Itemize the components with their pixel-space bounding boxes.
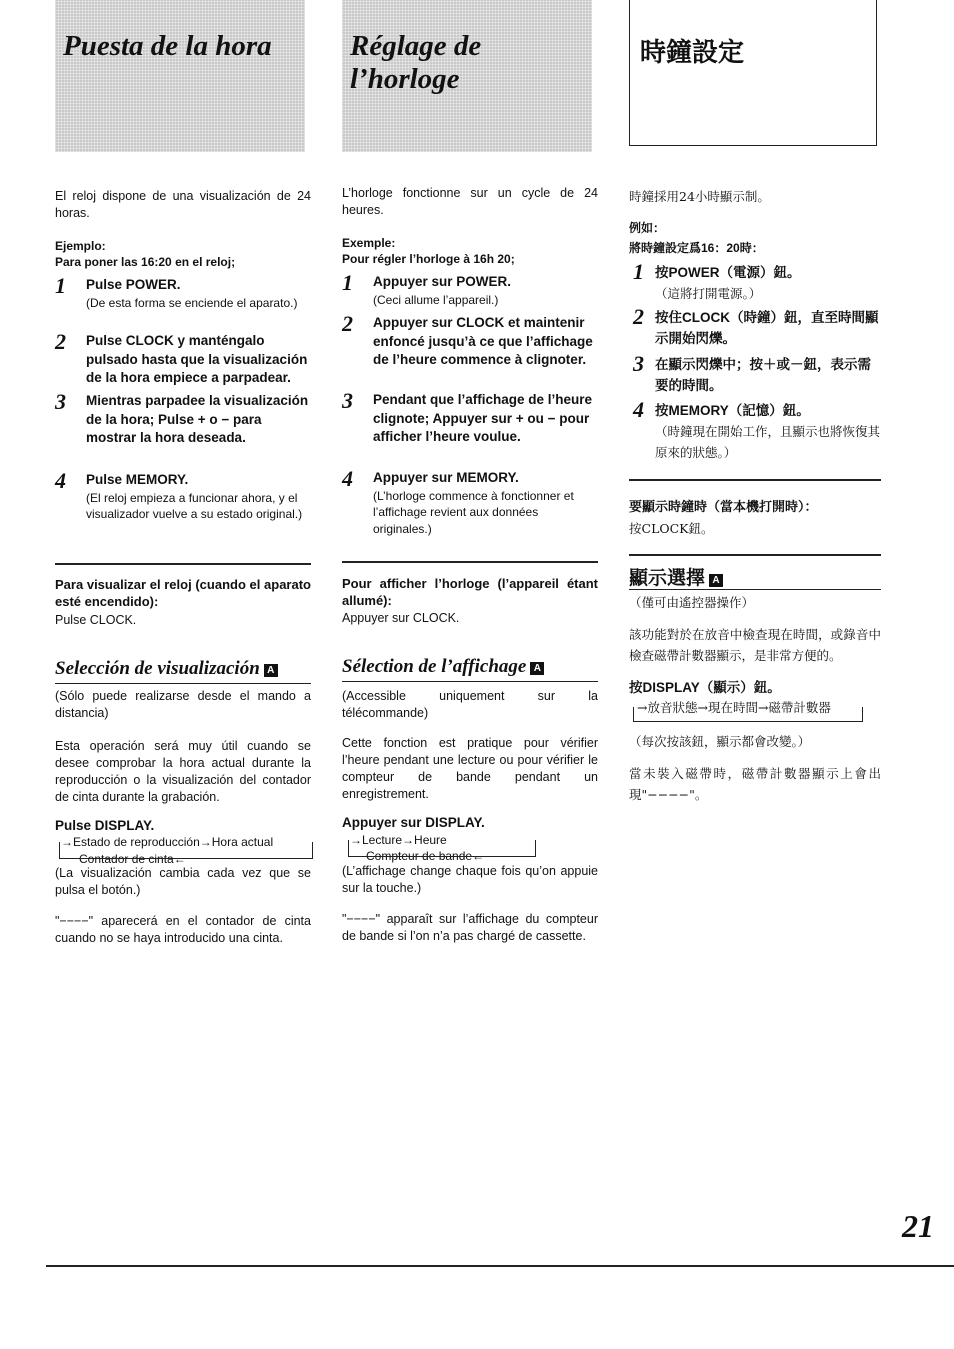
zh-step-2 bbox=[629, 304, 881, 349]
chinese-title-box bbox=[629, 0, 877, 146]
fr-clock-heading: Pour afficher l’horloge (l’appareil étant allumé): bbox=[342, 576, 598, 608]
fr-flow-note: (L’affichage change chaque fois qu’on appuie sur la touche.) bbox=[342, 864, 598, 895]
step-title: Appuyer sur POWER. bbox=[373, 274, 512, 289]
es-remote-note: (Sólo puede realizarse desde el mando a distancia) bbox=[55, 689, 311, 720]
divider bbox=[55, 563, 311, 565]
fr-flow-line-2: Compteur de bande← bbox=[366, 849, 485, 863]
zh-display-desc: 該功能對於在放音中檢查現在時間，或錄音中檢查磁帶計數器顯示，是非常方便的。 bbox=[629, 627, 881, 663]
es-example-label: Ejemplo: bbox=[55, 239, 106, 253]
french-title-line-2: l’horloge bbox=[350, 63, 460, 95]
french-title-banner bbox=[342, 0, 592, 152]
divider bbox=[55, 683, 311, 684]
step-title: 按住CLOCK（時鐘）鈕，直至時間顯示開始閃爍。 bbox=[655, 310, 879, 346]
step-note: (L’horloge commence à fonctionner et l’affichage revient aux données originales.) bbox=[373, 488, 574, 536]
step-note: (De esta forma se enciende el aparato.) bbox=[86, 295, 298, 310]
french-title bbox=[350, 30, 481, 96]
fr-step-4 bbox=[342, 466, 598, 537]
es-step-2 bbox=[55, 329, 311, 388]
step-title: Pulse MEMORY. bbox=[86, 472, 189, 487]
zh-flow-line: →放音狀態→現在時間→磁帶計數器 bbox=[637, 700, 831, 715]
fr-intro: L’horloge fonctionne sur un cycle de 24 heures. bbox=[342, 186, 598, 217]
es-flow-note: (La visualización cambia cada vez que se pulsa el botón.) bbox=[55, 866, 311, 897]
step-number: 1 bbox=[55, 273, 66, 298]
es-step-1 bbox=[55, 273, 311, 311]
step-number: 4 bbox=[342, 466, 353, 491]
zh-clock-heading: 要顯示時鐘時（當本機打開時）： bbox=[629, 499, 818, 514]
fr-dash-note: "−−−−" apparaît sur l’affichage du compteur de bande si l’on n’a pas chargé de cassette. bbox=[342, 912, 598, 943]
step-title: Mientras parpadee la visualización de la hora; Pulse + o − para mostrar la hora deseada. bbox=[86, 393, 309, 445]
step-note: （時鐘現在開始工作，且顯示也將恢復其原來的狀態。） bbox=[655, 424, 881, 460]
es-step-4 bbox=[55, 468, 311, 523]
zh-display-title bbox=[629, 563, 881, 590]
step-number: 2 bbox=[633, 304, 644, 329]
step-title: Appuyer sur MEMORY. bbox=[373, 470, 519, 485]
fr-flow-line-1: →Lecture→Heure bbox=[350, 833, 447, 847]
section-title-text: 顯示選擇 bbox=[629, 568, 706, 589]
divider bbox=[629, 589, 881, 590]
es-step-3 bbox=[55, 389, 311, 448]
step-number: 1 bbox=[342, 270, 353, 295]
remote-a-badge: A bbox=[264, 664, 278, 677]
es-example-text: Para poner las 16:20 en el reloj; bbox=[55, 255, 236, 269]
footer-rule bbox=[46, 1265, 954, 1267]
es-clock-heading: Para visualizar el reloj (cuando el aparato esté encendido): bbox=[55, 577, 311, 609]
step-note: (Ceci allume l’appareil.) bbox=[373, 292, 499, 307]
step-note: （這將打開電源。） bbox=[655, 286, 762, 301]
es-intro: El reloj dispone de una visualización de 24 horas. bbox=[55, 189, 311, 220]
zh-intro: 時鐘採用24小時顯示制。 bbox=[629, 189, 770, 204]
step-number: 3 bbox=[55, 389, 66, 414]
fr-example-label: Exemple: bbox=[342, 236, 396, 250]
flow-loop-line bbox=[633, 707, 863, 722]
zh-step-4 bbox=[629, 397, 881, 463]
zh-step-1 bbox=[629, 259, 881, 304]
remote-a-badge: A bbox=[709, 574, 723, 587]
page-number: 21 bbox=[902, 1208, 934, 1244]
fr-remote-note: (Accessible uniquement sur la télécommande) bbox=[342, 689, 598, 720]
fr-display-desc: Cette fonction est pratique pour vérifier l’heure pendant une lecture ou pour vérifier le compteur de bande pendant un enregistrement. bbox=[342, 736, 598, 801]
step-number: 2 bbox=[342, 311, 353, 336]
step-number: 2 bbox=[55, 329, 66, 354]
zh-example-text: 將時鐘設定爲16：20時： bbox=[629, 241, 764, 255]
zh-remote-note: （僅可由遙控器操作） bbox=[629, 595, 755, 610]
step-number: 4 bbox=[55, 468, 66, 493]
es-dash-note: "−−−−" aparecerá en el contador de cinta cuando no se haya introducido una cinta. bbox=[55, 914, 311, 945]
section-title-text: Sélection de l’affichage bbox=[342, 656, 527, 677]
divider bbox=[629, 479, 881, 481]
step-title: Pulse POWER. bbox=[86, 277, 181, 292]
step-number: 3 bbox=[342, 388, 353, 413]
divider bbox=[342, 681, 598, 682]
step-title: 按POWER（電源）鈕。 bbox=[655, 265, 801, 280]
es-flow-line-1: →Estado de reproducción→Hora actual bbox=[61, 835, 274, 849]
step-number: 4 bbox=[633, 397, 644, 422]
remote-a-badge: A bbox=[530, 662, 544, 675]
es-press-display: Pulse DISPLAY. bbox=[55, 818, 155, 833]
step-title: 按MEMORY（記憶）鈕。 bbox=[655, 403, 810, 418]
flow-loop-line bbox=[59, 842, 313, 859]
fr-display-title bbox=[342, 656, 598, 678]
step-note: (El reloj empieza a funcionar ahora, y el visualizador vuelve a su estado original.) bbox=[86, 490, 303, 521]
fr-step-3 bbox=[342, 388, 598, 447]
es-display-desc: Esta operación será muy útil cuando se desee comprobar la hora actual durante la reproducción o la visualización del contador de cinta durante la grabación. bbox=[55, 739, 311, 804]
section-title-text: Selección de visualización bbox=[55, 658, 260, 679]
fr-step-1 bbox=[342, 270, 598, 308]
divider bbox=[629, 554, 881, 556]
fr-press-display: Appuyer sur DISPLAY. bbox=[342, 815, 485, 830]
fr-step-2 bbox=[342, 311, 598, 370]
flow-loop-line bbox=[348, 840, 536, 857]
step-number: 3 bbox=[633, 351, 644, 376]
zh-clock-text: 按CLOCK鈕。 bbox=[629, 521, 714, 536]
zh-dash-note: 當未裝入磁帶時，磁帶計數器顯示上會出現"−−−−"。 bbox=[629, 766, 881, 802]
spanish-title-banner bbox=[55, 0, 305, 152]
zh-flow-note: （每次按該鈕，顯示都會改變。） bbox=[629, 734, 811, 749]
step-title: Appuyer sur CLOCK et maintenir enfoncé jusqu’à ce que l’affichage de l’heure commence à clignoter. bbox=[373, 315, 593, 367]
es-flow-line-2: Contador de cinta← bbox=[79, 852, 186, 866]
zh-step-3 bbox=[629, 351, 881, 396]
step-title: Pendant que l’affichage de l’heure clignote; Appuyer sur + ou − pour afficher l’heure voulue. bbox=[373, 392, 593, 444]
es-display-title bbox=[55, 658, 311, 680]
divider bbox=[342, 561, 598, 563]
zh-example-label: 例如： bbox=[629, 221, 666, 235]
step-number: 1 bbox=[633, 259, 644, 284]
french-title-line-1: Réglage de bbox=[350, 30, 482, 62]
spanish-title: Puesta de la hora bbox=[63, 30, 272, 62]
step-title: 在顯示閃爍中；按＋或－鈕，表示需要的時間。 bbox=[655, 357, 871, 393]
fr-example-text: Pour régler l’horloge à 16h 20; bbox=[342, 252, 515, 266]
step-title: Pulse CLOCK y manténgalo pulsado hasta que la visualización de la hora empiece a parpadear. bbox=[86, 333, 308, 385]
fr-clock-text: Appuyer sur CLOCK. bbox=[342, 611, 460, 625]
zh-press-display: 按DISPLAY（顯示）鈕。 bbox=[629, 680, 781, 695]
chinese-title: 時鐘設定 bbox=[640, 37, 745, 67]
es-clock-text: Pulse CLOCK. bbox=[55, 613, 137, 627]
